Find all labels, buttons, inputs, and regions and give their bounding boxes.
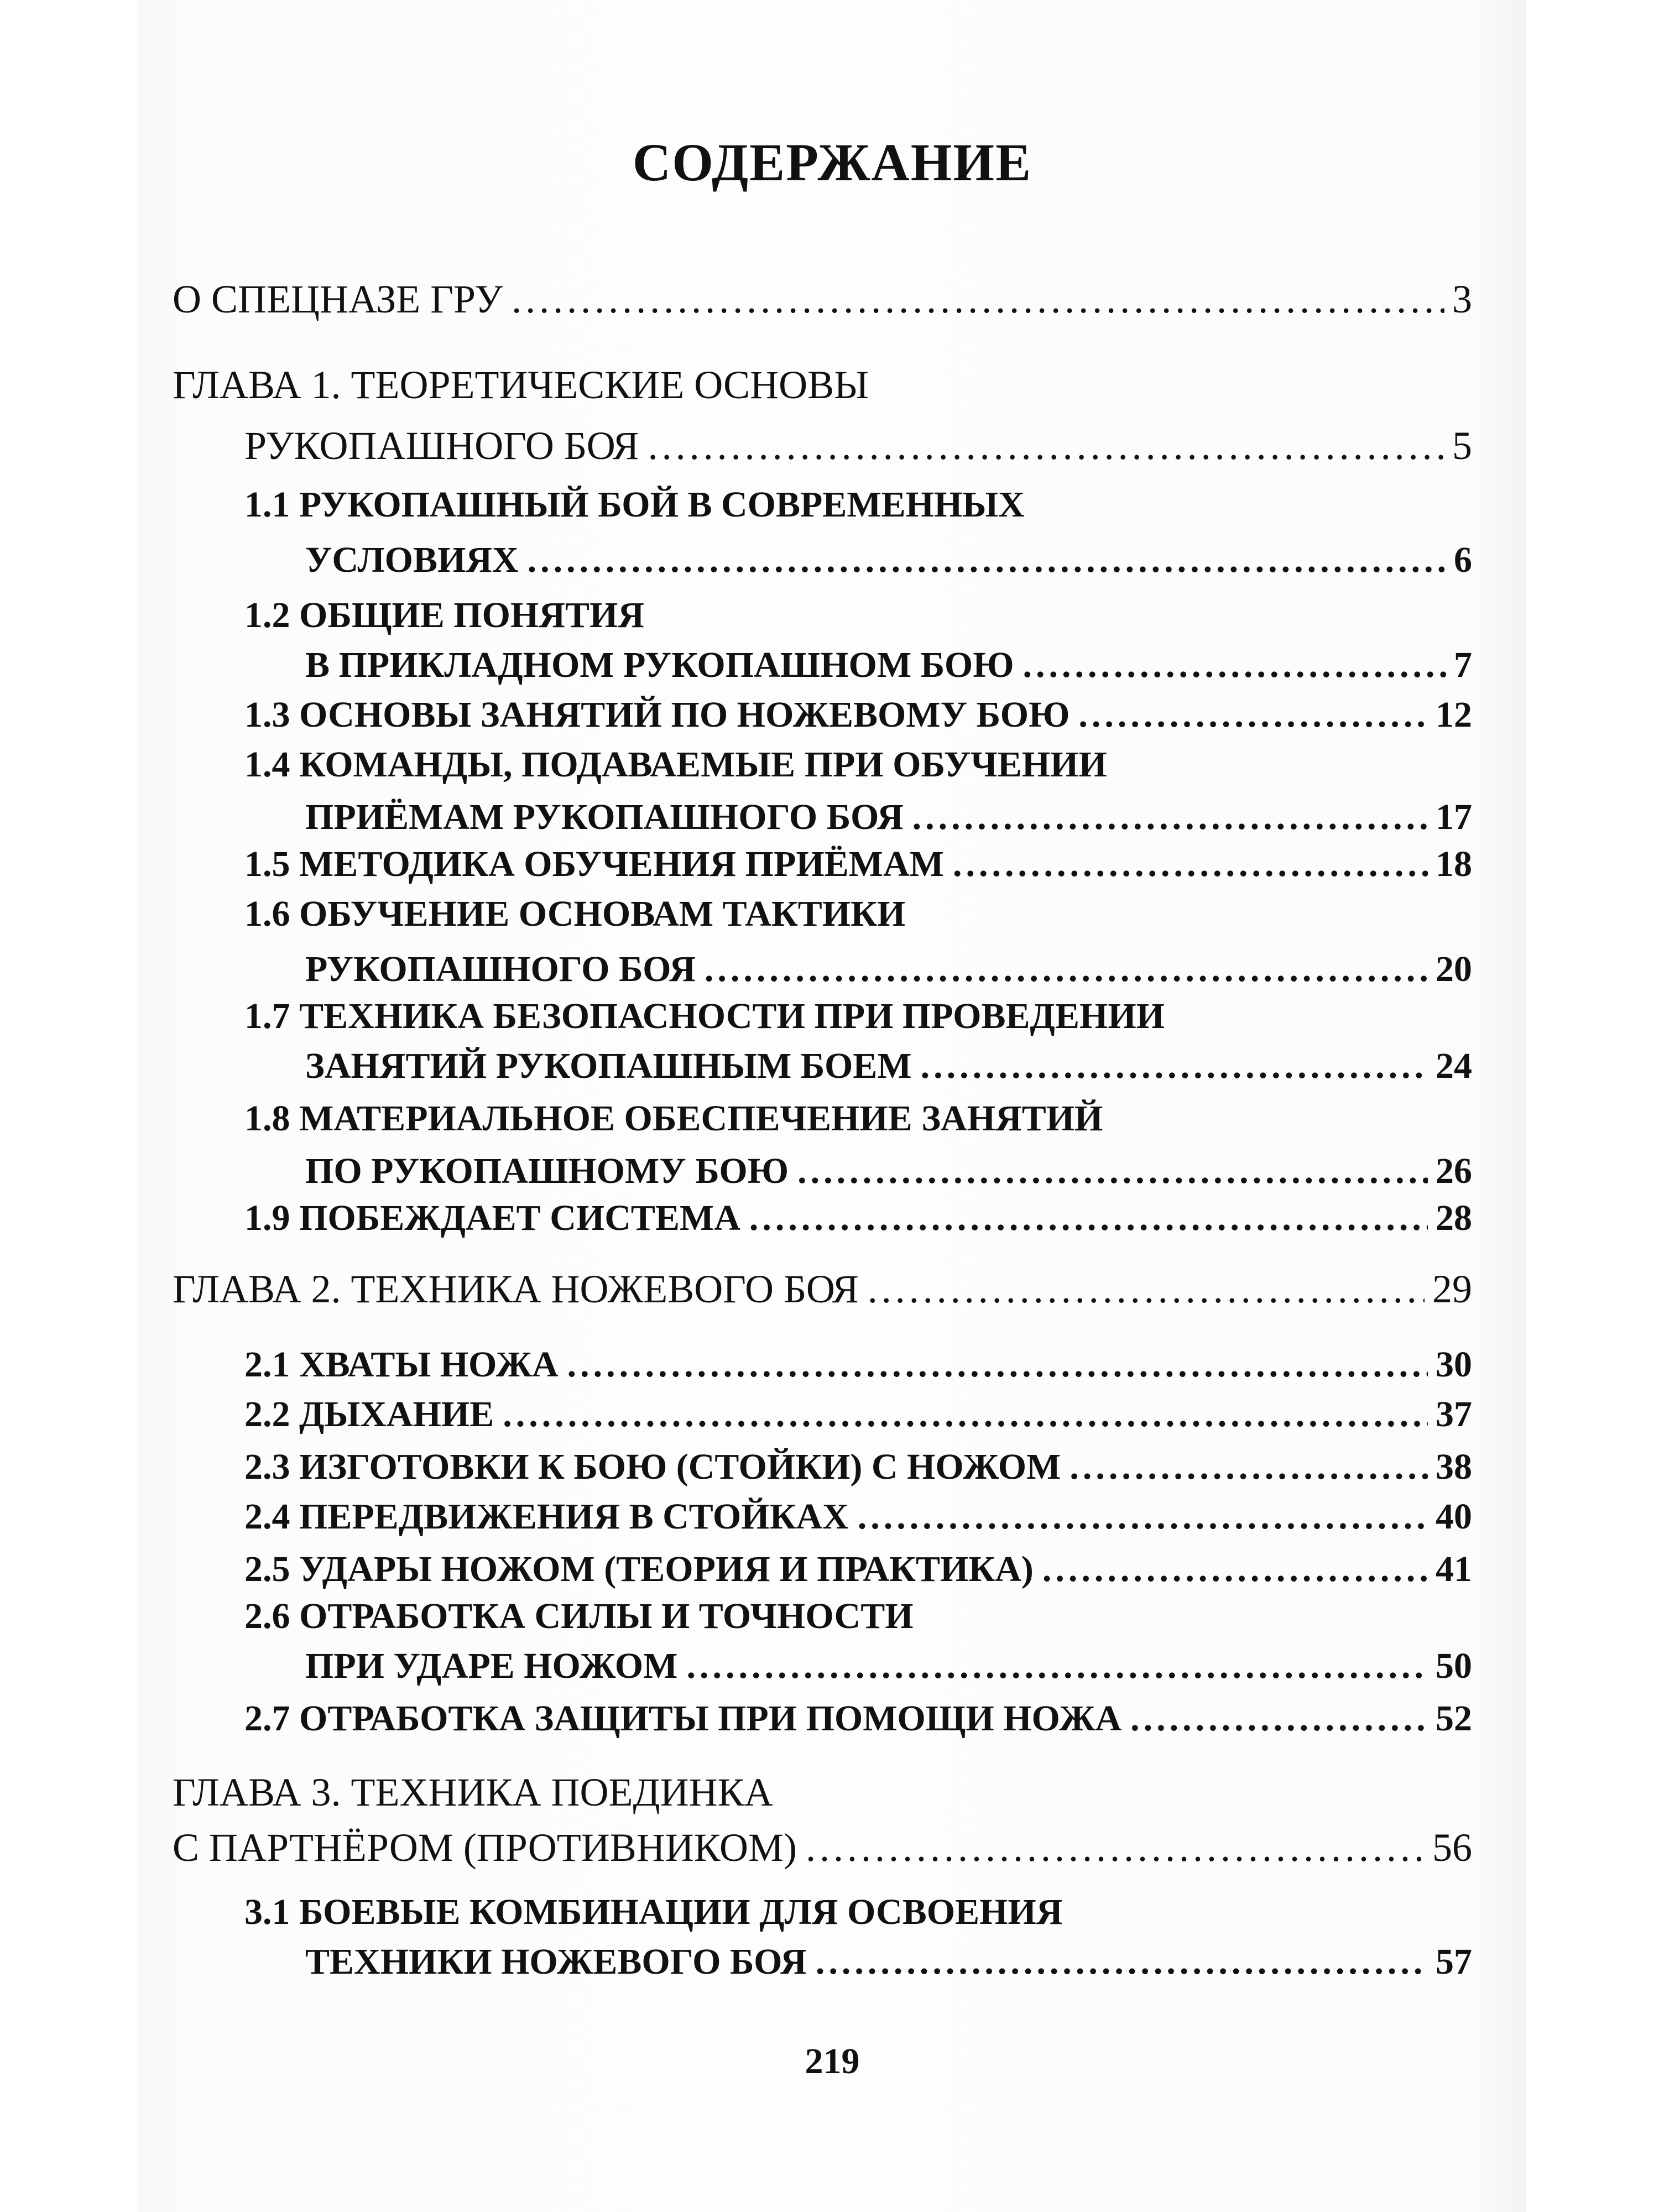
toc-entry-title-line2: РУКОПАШНОГО БОЯ [244,424,639,468]
toc-entry-title-line2: УСЛОВИЯХ [305,540,519,580]
dot-leader [503,1394,1428,1436]
toc-entry [305,1150,1472,1192]
toc-entry-title-line1: 1.7 ТЕХНИКА БЕЗОПАСНОСТИ ПРИ ПРОВЕДЕНИИ [244,996,1165,1036]
toc-entry-title-line2: ТЕХНИКИ НОЖЕВОГО БОЯ [305,1942,807,1982]
toc-entry-page: 17 [1436,797,1472,837]
toc-entry-title: 2.4 ПЕРЕДВИЖЕНИЯ В СТОЙКАХ [244,1496,849,1537]
toc-entry-title-line1: 2.6 ОТРАБОТКА СИЛЫ И ТОЧНОСТИ [244,1596,914,1636]
toc-entry [305,1645,1472,1687]
toc-entry-title: 2.2 ДЫХАНИЕ [244,1394,494,1434]
dot-leader [858,1496,1428,1538]
dot-leader [528,539,1446,581]
toc-entry [305,644,1472,686]
dot-leader [648,423,1444,469]
toc-entry [305,796,1472,838]
toc-entry-page: 52 [1436,1698,1472,1739]
page-number: 219 [805,2041,860,2081]
toc-entry [305,1941,1472,1983]
toc-entry-title-line2: С ПАРТНЁРОМ (ПРОТИВНИКОМ) [173,1825,797,1870]
toc-entry [244,694,1472,736]
dot-leader [686,1645,1428,1687]
dot-leader [797,1150,1428,1192]
toc-entry-title-line2: ПО РУКОПАШНОМУ БОЮ [305,1151,789,1191]
toc-entry-title-line1: 1.1 РУКОПАШНЫЙ БОЙ В СОВРЕМЕННЫХ [244,484,1025,525]
toc-entry-title: 2.1 ХВАТЫ НОЖА [244,1344,559,1385]
toc-entry [244,843,1472,885]
toc-entry-title: О СПЕЦНАЗЕ ГРУ [173,277,503,321]
dot-leader [705,948,1428,990]
dot-leader [806,1825,1425,1871]
toc-entry-title-line2: В ПРИКЛАДНОМ РУКОПАШНОМ БОЮ [305,645,1014,685]
toc-entry-page: 26 [1436,1151,1472,1191]
toc-entry [173,1266,1472,1312]
toc-entry-title-line2: ПРИ УДАРЕ НОЖОМ [305,1646,678,1686]
toc-entry [244,1394,1472,1436]
dot-leader [868,1266,1425,1312]
toc-entry-page: 30 [1436,1344,1472,1385]
toc-entry-title-line1: 1.8 МАТЕРИАЛЬНОЕ ОБЕСПЕЧЕНИЕ ЗАНЯТИЙ [244,1098,1103,1139]
dot-leader [1130,1698,1428,1740]
toc-entry [244,1496,1472,1538]
toc-entry [244,1548,1472,1590]
dot-leader [1042,1548,1428,1590]
toc-entry [305,948,1472,990]
toc-entry-title: 2.7 ОТРАБОТКА ЗАЩИТЫ ПРИ ПОМОЩИ НОЖА [244,1698,1122,1739]
toc-entry-title-line1: 3.1 БОЕВЫЕ КОМБИНАЦИИ ДЛЯ ОСВОЕНИЯ [244,1892,1063,1932]
toc-heading: СОДЕРЖАНИЕ [632,133,1032,192]
toc-entry-title-line2: РУКОПАШНОГО БОЯ [305,949,696,989]
toc-entry-title: ГЛАВА 2. ТЕХНИКА НОЖЕВОГО БОЯ [173,1267,859,1311]
toc-entry-page: 5 [1452,424,1472,468]
table-of-contents [138,0,1526,2212]
dot-leader [512,276,1444,322]
toc-entry-page: 56 [1432,1825,1472,1870]
toc-entry-title-line2: ЗАНЯТИЙ РУКОПАШНЫМ БОЕМ [305,1046,912,1086]
toc-entry [173,276,1472,322]
toc-entry [244,1698,1472,1740]
toc-entry-page: 3 [1452,277,1472,321]
toc-entry-page: 6 [1454,540,1472,580]
toc-entry-title-line1: ГЛАВА 1. ТЕОРЕТИЧЕСКИЕ ОСНОВЫ [173,363,869,407]
toc-entry-page: 57 [1436,1942,1472,1982]
book-page [138,0,1526,2212]
toc-entry [305,539,1472,581]
dot-leader [567,1344,1428,1386]
toc-entry-title: 2.5 УДАРЫ НОЖОМ (ТЕОРИЯ И ПРАКТИКА) [244,1549,1034,1589]
toc-entry-page: 38 [1436,1447,1472,1487]
dot-leader [953,843,1428,885]
toc-entry-page: 50 [1436,1646,1472,1686]
toc-entry [244,423,1472,469]
toc-entry [244,1197,1472,1239]
toc-entry-page: 41 [1436,1549,1472,1589]
toc-entry-title: 1.5 МЕТОДИКА ОБУЧЕНИЯ ПРИЁМАМ [244,844,944,884]
toc-entry-title-line1: 1.6 ОБУЧЕНИЕ ОСНОВАМ ТАКТИКИ [244,894,906,934]
dot-leader [912,796,1428,838]
toc-entry-title-line2: ПРИЁМАМ РУКОПАШНОГО БОЯ [305,797,904,837]
toc-entry [305,1045,1472,1087]
dot-leader [1023,644,1446,686]
dot-leader [749,1197,1428,1239]
toc-entry-page: 28 [1436,1198,1472,1238]
dot-leader [1070,1446,1428,1488]
toc-entry-title: 2.3 ИЗГОТОВКИ К БОЮ (СТОЙКИ) С НОЖОМ [244,1447,1061,1487]
dot-leader [816,1941,1428,1983]
toc-entry-page: 40 [1436,1496,1472,1537]
toc-entry-title-line1: 1.4 КОМАНДЫ, ПОДАВАЕМЫЕ ПРИ ОБУЧЕНИИ [244,744,1107,785]
toc-entry-page: 24 [1436,1046,1472,1086]
toc-entry [173,1825,1472,1871]
toc-entry [244,1446,1472,1488]
toc-entry-title-line1: 1.2 ОБЩИЕ ПОНЯТИЯ [244,595,645,635]
toc-entry-page: 37 [1436,1394,1472,1434]
toc-entry-title: 1.9 ПОБЕЖДАЕТ СИСТЕМА [244,1198,740,1238]
toc-entry-page: 18 [1436,844,1472,884]
toc-entry-page: 29 [1432,1267,1472,1311]
toc-entry-page: 7 [1454,645,1472,685]
toc-entry-title-line1: ГЛАВА 3. ТЕХНИКА ПОЕДИНКА [173,1770,773,1814]
dot-leader [921,1045,1428,1087]
toc-entry-title: 1.3 ОСНОВЫ ЗАНЯТИЙ ПО НОЖЕВОМУ БОЮ [244,695,1070,735]
dot-leader [1078,694,1428,736]
toc-entry-page: 20 [1436,949,1472,989]
toc-entry-page: 12 [1436,695,1472,735]
toc-entry [244,1344,1472,1386]
